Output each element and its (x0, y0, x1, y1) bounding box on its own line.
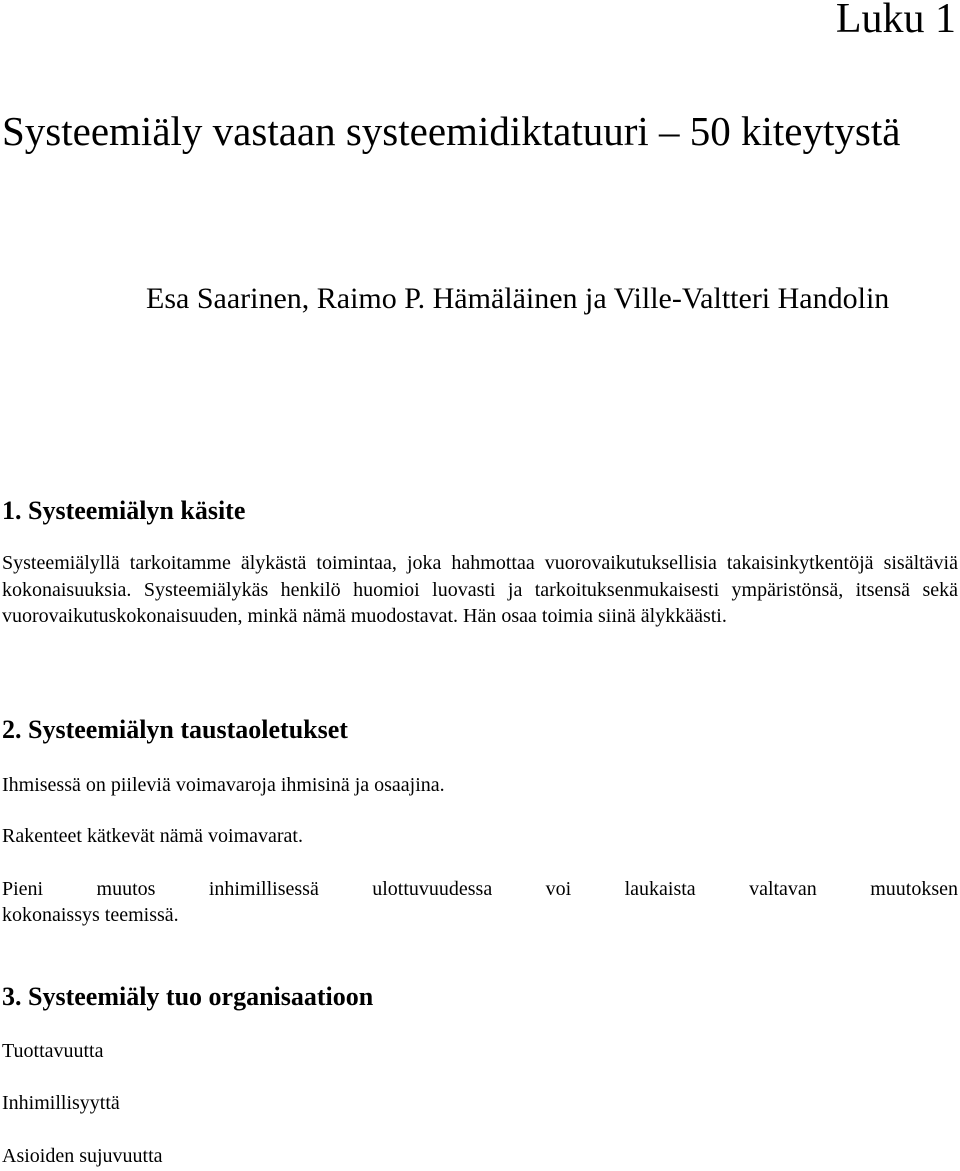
list-item-smoothness: Asioiden sujuvuutta (2, 1145, 163, 1167)
section-2-heading: 2. Systeemiälyn taustaoletukset (2, 715, 348, 744)
list-item-humanity: Inhimillisyyttä (2, 1092, 120, 1114)
chapter-label: Luku 1 (835, 0, 956, 42)
list-item-productivity: Tuottavuutta (2, 1040, 104, 1062)
section-1-paragraph: Systeemiälyllä tarkoitamme älykästä toimintaa, joka hahmottaa vuorovaikutuksellisia takaisinkytkentöjä sisältäviä kokonaisuuksia. Systeemiälykäs henkilö huomioi luovasti ja tarkoituksenmukaisesti ympäristönsä, itsensä sekä vuorovaikutuskokonaisuuden, minkä nämä muodostavat. Hän osaa toimia siinä älykkäästi. (2, 552, 958, 627)
section-2-line-1: Ihmisessä on piileviä voimavaroja ihmisinä ja osaajina. (2, 774, 445, 796)
section-3-heading: 3. Systeemiäly tuo organisaatioon (2, 982, 374, 1011)
section-1-heading: 1. Systeemiälyn käsite (2, 496, 246, 525)
authors-line: Esa Saarinen, Raimo P. Hämäläinen ja Ville-Valtteri Handolin (146, 282, 890, 315)
document-title: Systeemiäly vastaan systeemidiktatuuri – 50 kiteytystä (2, 108, 901, 154)
section-2-line-3: Pieni muutos inhimillisessä ulottuvuudessa voi laukaista valtavan muutoksen (2, 878, 958, 900)
section-2-line-3-continued: kokonaissys teemissä. (2, 904, 179, 926)
section-2-line-2: Rakenteet kätkevät nämä voimavarat. (2, 825, 303, 847)
